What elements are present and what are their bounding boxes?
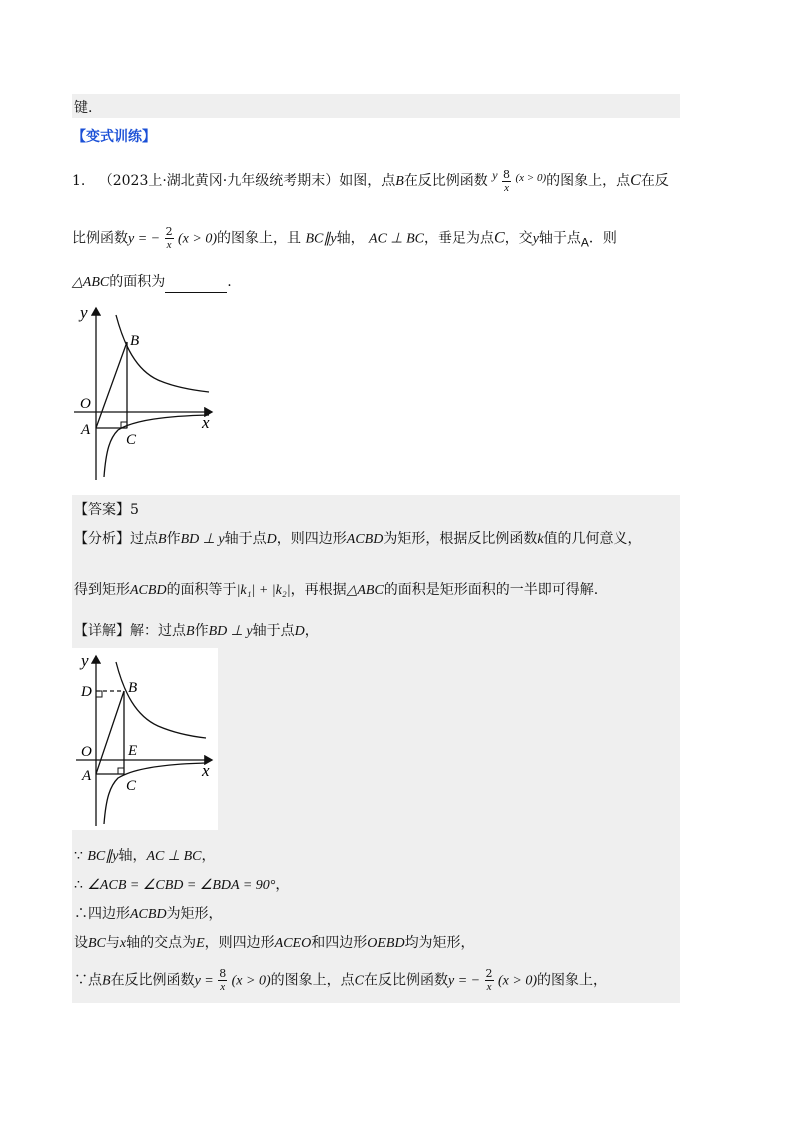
- because-symbol: ∵: [74, 848, 83, 864]
- fig2-label-y: y: [81, 651, 89, 670]
- text: 轴的交点为: [126, 935, 197, 951]
- text: 过点: [130, 531, 158, 547]
- text: 设: [74, 935, 88, 951]
- text: ，: [201, 848, 216, 864]
- text: 作: [166, 531, 181, 547]
- point-a: A: [580, 235, 589, 250]
- answer-value: 5: [130, 502, 139, 518]
- fraction-num: 2: [165, 225, 173, 238]
- fraction-den: x: [504, 181, 509, 194]
- step-2: [74, 875, 289, 896]
- text: 得到矩形: [74, 582, 130, 598]
- top-fragment-block: [72, 94, 680, 118]
- text: 在反比例函数: [110, 972, 195, 989]
- axis-y: y: [532, 231, 539, 247]
- figure-2: [72, 648, 218, 830]
- answer-blank: [165, 278, 227, 293]
- text: 在反比例函数: [363, 972, 448, 989]
- rect-acbd: ACBD: [130, 907, 167, 922]
- bc-parallel: BC∥y: [305, 231, 337, 247]
- text: 轴，: [118, 848, 147, 864]
- k-symbol: k: [537, 532, 544, 547]
- text: 的图象上，: [537, 972, 607, 989]
- fig1-label-x: x: [202, 413, 210, 432]
- fig2-label-o: O: [81, 744, 92, 760]
- section-title: 【变式训练】: [72, 129, 156, 145]
- problem-line-2: [72, 226, 617, 253]
- fig2-label-x: x: [202, 761, 210, 780]
- bd-perp: BD ⊥ y: [208, 624, 253, 639]
- segment-bc: BC: [88, 936, 106, 951]
- text: 轴，: [336, 230, 365, 247]
- fig2-label-a: A: [82, 768, 92, 784]
- point-b: B: [102, 973, 111, 989]
- text: 轴于点: [538, 230, 581, 247]
- text: 与: [105, 935, 120, 951]
- fraction-den: x: [220, 981, 226, 993]
- text: 和四边形: [311, 935, 368, 951]
- text: ，则四边形: [276, 531, 347, 547]
- problem-number: 1.: [72, 173, 86, 189]
- analysis-line-1: [74, 529, 642, 550]
- point-b: B: [158, 532, 167, 547]
- problem-line-3: [72, 272, 232, 293]
- text: 解：过点: [130, 623, 186, 639]
- k-sum: |k₁| + |k₂|: [236, 583, 291, 598]
- text: 在反: [640, 173, 669, 189]
- func-y: y: [492, 168, 498, 182]
- step-3: [74, 904, 223, 925]
- text: ，: [304, 623, 319, 639]
- text: ，则四边形: [204, 935, 275, 951]
- func-cond: (x > 0): [498, 973, 537, 989]
- text: 均为矩形，: [404, 935, 475, 951]
- rect-acbd: ACBD: [130, 583, 167, 598]
- point-b: B: [395, 174, 404, 189]
- text: 比例函数: [72, 230, 128, 247]
- step-4: [74, 933, 475, 954]
- fraction-2-over-x: [165, 226, 174, 251]
- fig1-label-a: A: [81, 422, 91, 438]
- answer-label: 【答案】: [74, 502, 130, 518]
- rect-aceo: ACEO: [274, 936, 312, 951]
- detail-line-1: [74, 621, 319, 642]
- text: 轴于点: [224, 531, 267, 547]
- text: 的图象上，点: [270, 972, 355, 989]
- text: ，再根据: [290, 582, 347, 598]
- text: 的图象上，且: [217, 230, 302, 247]
- fig2-label-e: E: [128, 743, 138, 759]
- fraction-den: x: [486, 981, 492, 993]
- func-lhs: y = −: [447, 973, 481, 989]
- problem-source: （2023上·湖北黄冈·九年级统考期末）如图，点: [98, 173, 396, 189]
- fraction-8-over-x: [502, 169, 511, 194]
- detail-label: 【详解】: [74, 623, 130, 639]
- fig1-label-y: y: [80, 303, 88, 322]
- problem-line-1: [72, 165, 669, 194]
- text: ∴四边形: [74, 906, 130, 922]
- text: ∵点: [74, 972, 102, 989]
- fraction-2-over-x: [485, 968, 494, 993]
- answer-line: [74, 500, 139, 520]
- point-c: C: [354, 973, 364, 989]
- text: ，交: [504, 230, 533, 247]
- text: .: [227, 274, 232, 290]
- text: 值的几何意义，: [543, 531, 642, 547]
- func-lhs: y =: [194, 973, 214, 989]
- fig1-label-o: O: [80, 396, 91, 412]
- triangle-abc: △ABC: [72, 275, 110, 290]
- text: 在反比例函数: [403, 173, 488, 189]
- bc-parallel: BC∥y: [87, 849, 119, 864]
- text: ，垂足为点: [424, 230, 495, 247]
- text: 的面积是矩形面积的一半即可得解.: [383, 582, 599, 598]
- text: ，: [275, 877, 290, 893]
- fig1-label-b: B: [130, 333, 140, 349]
- text: 的面积为: [109, 274, 166, 290]
- fig2-label-c: C: [126, 778, 137, 794]
- analysis-label: 【分析】: [74, 531, 130, 547]
- axis-x: x: [119, 936, 127, 951]
- triangle-abc: △ABC: [346, 583, 384, 598]
- bd-perp: BD ⊥ y: [180, 532, 225, 547]
- rect-acbd: ACBD: [346, 532, 384, 547]
- point-c: C: [494, 229, 505, 247]
- fraction-num: 2: [485, 967, 493, 980]
- text: 的图象上，点: [546, 173, 631, 189]
- text: 轴于点: [252, 623, 295, 639]
- fraction-num: 8: [219, 967, 227, 980]
- text: 为矩形，: [166, 906, 223, 922]
- analysis-line-2: [74, 580, 598, 601]
- func-cond: (x > 0): [515, 172, 547, 184]
- point-d: D: [266, 532, 277, 547]
- step-1: [74, 846, 215, 867]
- func-cond: (x > 0): [231, 973, 271, 989]
- fraction-num: 8: [503, 167, 511, 181]
- fig2-label-d: D: [81, 684, 92, 700]
- point-b: B: [186, 624, 195, 639]
- fraction-8-over-x: [218, 968, 227, 993]
- rect-oebd: OEBD: [367, 936, 405, 951]
- fraction-den: x: [166, 239, 172, 251]
- figure-1: [66, 300, 226, 485]
- fig2-label-b: B: [128, 680, 138, 696]
- func-cond: (x > 0): [178, 231, 218, 247]
- point-e: E: [196, 936, 205, 951]
- fig1-label-c: C: [126, 432, 137, 448]
- ac-perp: AC ⊥ BC: [369, 231, 425, 247]
- top-fragment-text: 键.: [74, 100, 93, 116]
- step-5: [74, 968, 607, 993]
- angle-equation: ∠ACB = ∠CBD = ∠BDA = 90°: [87, 878, 276, 893]
- text: 作: [194, 623, 209, 639]
- point-d: D: [294, 624, 305, 639]
- text: ．则: [588, 230, 617, 247]
- therefore-symbol: ∴: [74, 877, 83, 893]
- func-lhs: y = −: [128, 231, 161, 247]
- text: 为矩形，根据反比例函数: [383, 531, 538, 547]
- point-c: C: [630, 172, 641, 189]
- ac-perp: AC ⊥ BC: [146, 849, 202, 864]
- text: 的面积等于: [166, 582, 237, 598]
